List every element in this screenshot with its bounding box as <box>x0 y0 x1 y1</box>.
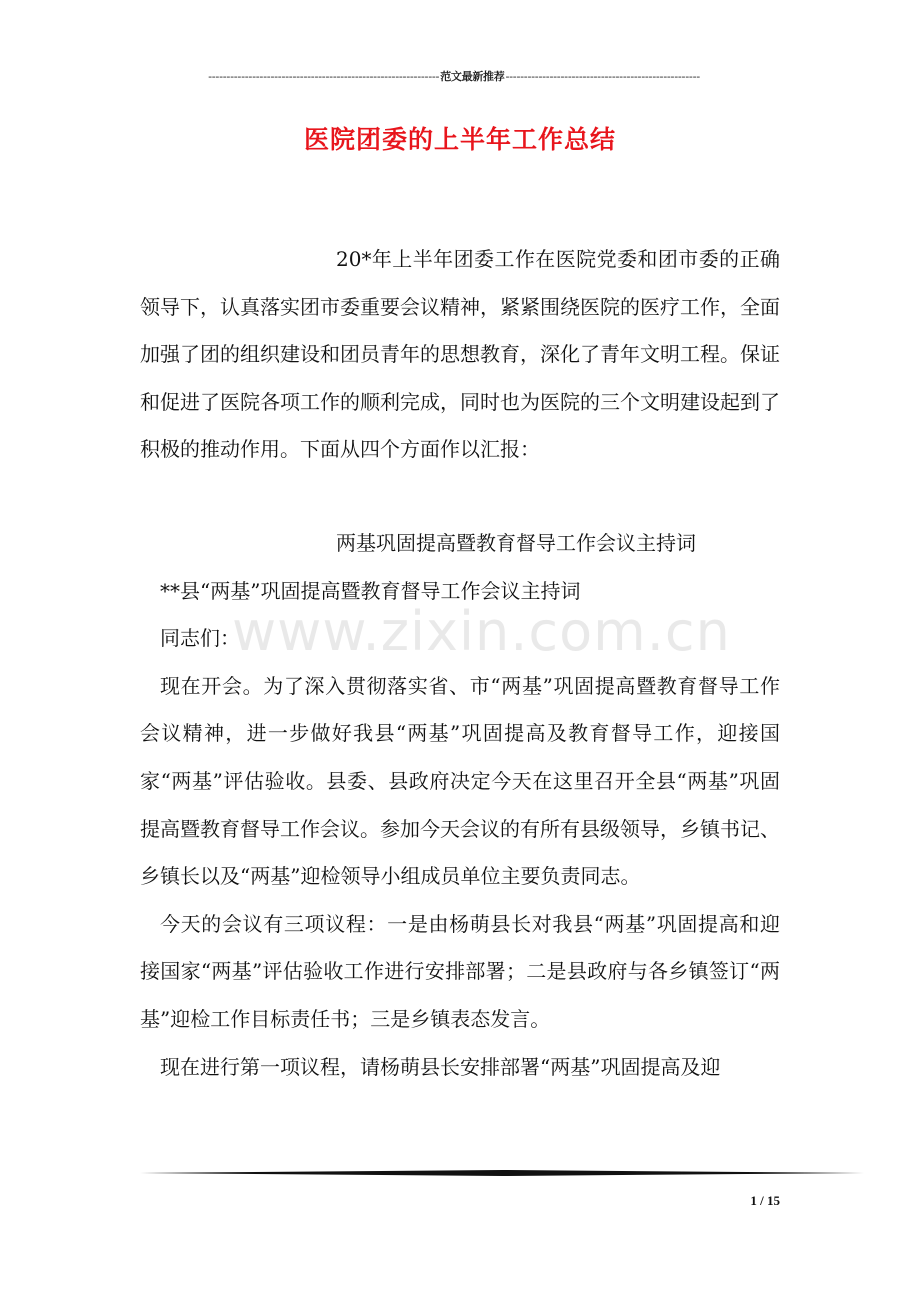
paragraph-salutation: 同志们： <box>160 626 240 651</box>
document-body <box>140 236 780 1091</box>
paragraph-first-item: 现在进行第一项议程，请杨萌县长安排部署“两基”巩固提高及迎 <box>160 1054 721 1079</box>
paragraph-summary: 20*年上半年团委工作在医院党委和团市委的正确领导下，认真落实团市委重要会议精神，紧紧围绕医院的医疗工作，全面加强了团的组织建设和团员青年的思想教育，深化了青年文明工程。保证和促进了医院各项工作的顺利完成，同时也为医院的三个文明建设起到了积极的推动作用。下面从四个方面作以汇报： <box>140 247 780 462</box>
header-label: 范文最新推荐 <box>440 70 505 83</box>
document-title: 医院团委的上半年工作总结 <box>303 125 616 154</box>
paragraph-opening: 现在开会。为了深入贯彻落实省、市“两基”巩固提高暨教育督导工作会议精神，进一步做好我县“两基”巩固提高及教育督导工作，迎接国家“两基”评估验收。县委、县政府决定今天在这里召开全县“两基”巩固提高暨教育督导工作会议。参加今天会议的有所有县级领导，乡镇书记、乡镇长以及“两基”迎检领导小组成员单位主要负责同志。 <box>140 673 780 889</box>
header-rule <box>140 68 768 84</box>
footer-divider <box>140 1170 864 1176</box>
paragraph-heading-2: **县“两基”巩固提高暨教育督导工作会议主持词 <box>160 578 581 603</box>
watermark: www.zixin.com.cn <box>232 600 731 663</box>
subheading: 两基巩固提高暨教育督导工作会议主持词 <box>336 530 696 555</box>
paragraph-agenda: 今天的会议有三项议程：一是由杨萌县长对我县“两基”巩固提高和迎接国家“两基”评估验收工作进行安排部署；二是县政府与各乡镇签订“两基”迎检工作目标责任书；三是乡镇表态发言。 <box>140 911 780 1031</box>
header-dashes-left: --------------------------------------------------------------- <box>208 70 440 83</box>
page-number: 1 / 15 <box>750 1193 780 1208</box>
header-dashes-right: ----------------------------------------------------- <box>505 70 700 83</box>
